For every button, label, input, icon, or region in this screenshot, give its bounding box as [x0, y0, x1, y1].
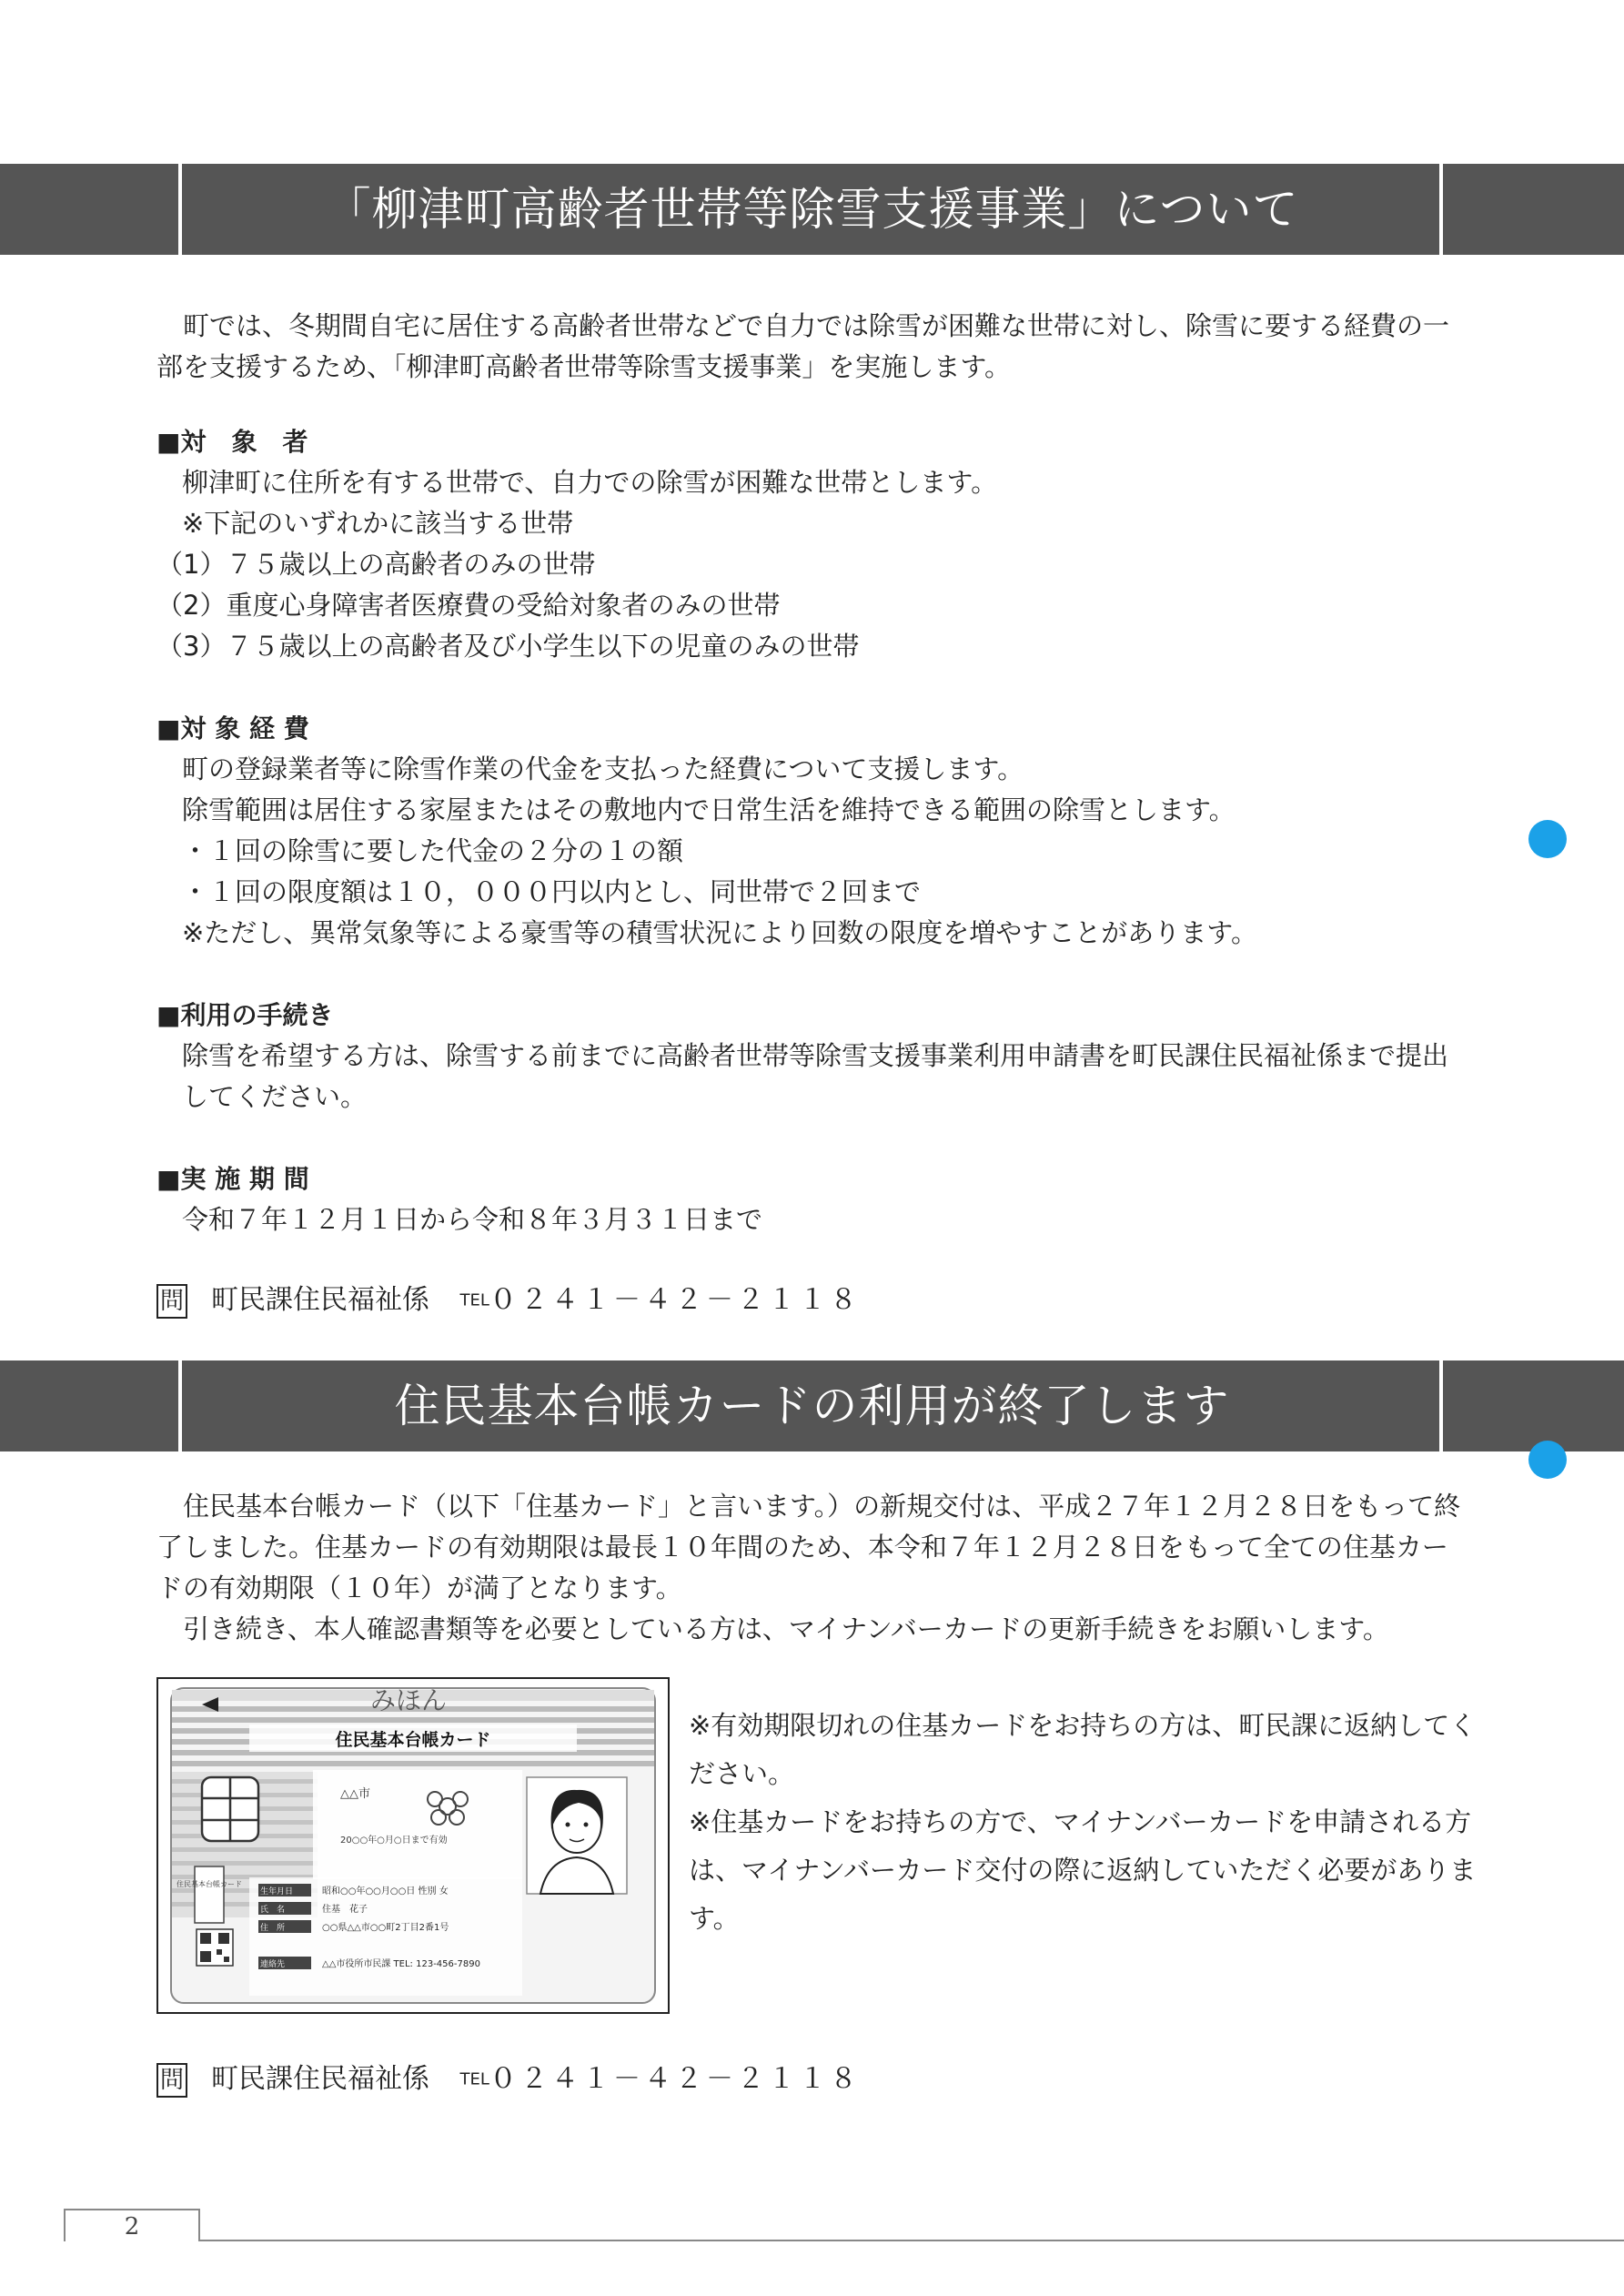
inquiry-mark: 問	[156, 1284, 187, 1319]
contact-tel: ０２４１－４２－２１１８	[489, 2063, 861, 2095]
inquiry-mark: 問	[156, 2063, 187, 2098]
card-row-label: 生年月日	[260, 1887, 294, 1896]
qr-code-icon	[197, 1929, 233, 1966]
section1-title: 「柳津町高齢者世帯等除雪支援事業」について	[325, 183, 1299, 236]
tel-label: TEL	[459, 2069, 489, 2089]
contact-dept: 町民課住民福祉係	[211, 2063, 429, 2095]
juki-card-illustration	[158, 1679, 668, 2012]
sample-card-image	[156, 1677, 670, 2014]
section1-contact	[156, 1282, 861, 1320]
card-row-value: △△市役所市民課 TEL: 123-456-7890	[322, 1959, 480, 1969]
card-title: 住民基本台帳カード	[335, 1730, 491, 1750]
cost-line: 除雪範囲は居住する家屋またはその敷地内で日常生活を維持できる範囲の除雪とします。	[182, 794, 1236, 825]
card-row-value: 昭和○○年○○月○○日 性別 女	[322, 1886, 449, 1896]
card-mihon: みほん	[369, 1685, 448, 1715]
cost-heading: ■対 象 経 費	[156, 713, 309, 743]
contact-dept: 町民課住民福祉係	[211, 1284, 429, 1316]
card-row-label: 氏 名	[260, 1906, 286, 1915]
accent-dot	[1528, 1441, 1567, 1479]
section2-contact	[156, 2061, 861, 2099]
contact-tel: ０２４１－４２－２１１８	[489, 1284, 861, 1316]
procedure-text: 除雪を希望する方は、除雪する前までに高齢者世帯等除雪支援事業利用申請書を町民課住民福祉係まで提出してください。	[182, 1040, 1449, 1112]
section2-banner	[0, 1360, 1624, 1451]
cost-line: ・１回の除雪に要した代金の２分の１の額	[182, 835, 684, 866]
card-validity: 20○○年○月○日まで有効	[340, 1836, 448, 1846]
period-heading: ■実 施 期 間	[156, 1164, 309, 1194]
cost-line: 町の登録業者等に除雪作業の代金を支払った経費について支援します。	[182, 754, 1024, 784]
card-row-value: 住基 花子	[322, 1905, 368, 1915]
cost-line: ※ただし、異常気象等による豪雪等の積雪状況により回数の限度を増やすことがあります。	[182, 917, 1257, 948]
section1-intro: 町では、冬期間自宅に居住する高齢者世帯などで自力では除雪が困難な世帯に対し、除雪に要する経費の一部を支援するため、「柳津町高齢者世帯等除雪支援事業」を実施します。	[156, 310, 1450, 382]
card-side-label: 住民基本台帳カード	[177, 1880, 242, 1888]
target-line: ※下記のいずれかに該当する世帯	[182, 508, 574, 539]
card-row-label: 連絡先	[260, 1960, 286, 1969]
target-item: （1）７５歳以上の高齢者のみの世帯	[156, 549, 596, 580]
procedure-heading: ■利用の手続き	[156, 1000, 334, 1030]
period-text: 令和７年１２月１日から令和８年３月３１日まで	[182, 1204, 763, 1235]
ic-chip-icon	[202, 1777, 258, 1841]
section2-notes	[689, 1702, 1489, 1943]
footer-rule	[64, 2240, 1624, 2241]
card-row-label: 住 所	[260, 1924, 286, 1933]
card-city: △△市	[340, 1787, 370, 1801]
target-line: 柳津町に住所を有する世帯で、自力での除雪が困難な世帯とします。	[182, 467, 998, 498]
section2-para2: 引き続き、本人確認書類等を必要としている方は、マイナンバーカードの更新手続きをお願いします。	[183, 1613, 1389, 1644]
accent-dot	[1528, 820, 1567, 858]
note-item: ※住基カードをお持ちの方で、マイナンバーカードを申請される方は、マイナンバーカード交付の際に返納していただく必要があります。	[689, 1806, 1477, 1934]
target-item: （2）重度心身障害者医療費の受給対象者のみの世帯	[156, 590, 781, 621]
portrait-photo	[527, 1777, 627, 1894]
section1-banner	[0, 164, 1624, 255]
note-item: ※有効期限切れの住基カードをお持ちの方は、町民課に返納してください。	[689, 1710, 1477, 1789]
section2-title: 住民基本台帳カードの利用が終了します	[394, 1380, 1230, 1432]
tel-label: TEL	[459, 1290, 489, 1310]
target-heading: ■対 象 者	[156, 427, 308, 457]
page-number: 2	[64, 2209, 200, 2241]
card-row-value: ○○県△△市○○町2丁目2番1号	[322, 1923, 449, 1933]
section2-para1: 住民基本台帳カード（以下「住基カード」と言います。）の新規交付は、平成２７年１２月２８日をもって終了しました。住基カードの有効期限は最長１０年間のため、本令和７年１２月２８日をもって全ての住基カードの有効期限（１０年）が満了となります。	[156, 1491, 1461, 1603]
target-item: （3）７５歳以上の高齢者及び小学生以下の児童のみの世帯	[156, 631, 860, 662]
cost-line: ・１回の限度額は１０，０００円以内とし、同世帯で２回まで	[182, 876, 922, 907]
